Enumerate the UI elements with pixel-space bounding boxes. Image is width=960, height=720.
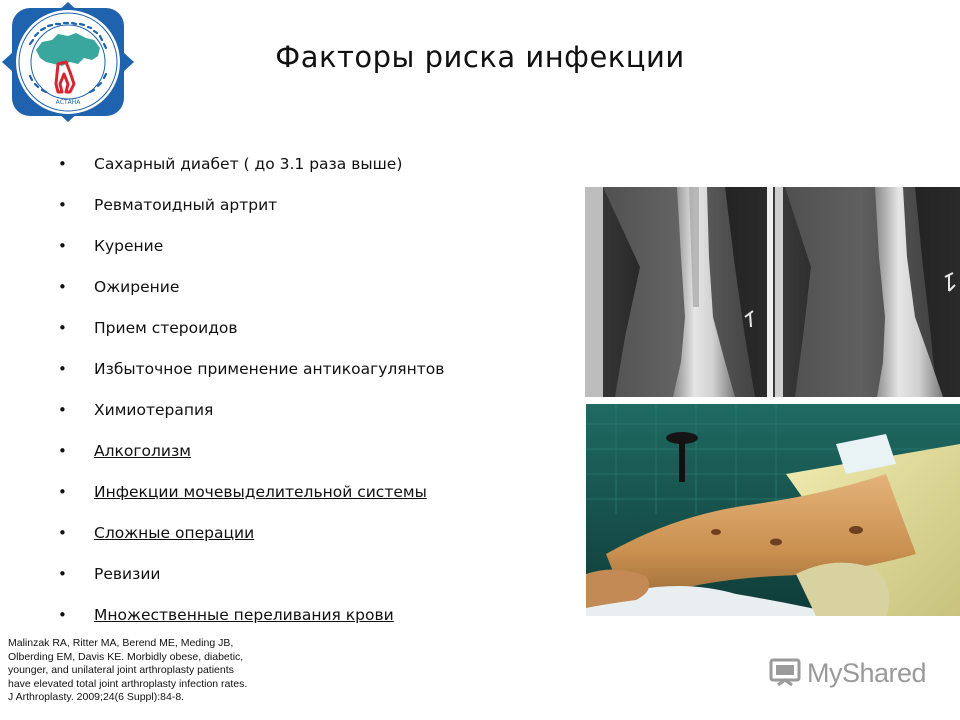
watermark xyxy=(768,655,938,691)
list-item-link[interactable] xyxy=(58,597,444,638)
list-item xyxy=(58,351,444,392)
reference-citation xyxy=(8,637,308,705)
list-item-link[interactable] xyxy=(58,433,444,474)
list-item xyxy=(58,228,444,269)
watermark-text: MyShared xyxy=(807,657,927,688)
list-item xyxy=(58,310,444,351)
reference-line: J Arthroplasty. 2009;24(6 Suppl):84-8. xyxy=(8,691,185,703)
list-item xyxy=(58,146,444,187)
list-item-text: Курение xyxy=(94,237,164,255)
list-item-text: Прием стероидов xyxy=(94,319,238,337)
list-item-text: Химиотерапия xyxy=(94,401,214,419)
list-item-link[interactable] xyxy=(58,474,444,515)
list-item-link[interactable] xyxy=(58,515,444,556)
list-item xyxy=(58,556,444,597)
list-item xyxy=(58,269,444,310)
list-item xyxy=(58,187,444,228)
risk-factor-list xyxy=(58,146,444,638)
xray-image xyxy=(585,187,960,397)
reference-line: younger, and unilateral joint arthroplasty patients xyxy=(8,664,234,676)
list-item-text: Ревматоидный артрит xyxy=(94,196,278,214)
presentation-icon xyxy=(768,655,804,691)
institute-logo xyxy=(0,0,136,124)
logo-text: АСТАНА xyxy=(55,99,81,106)
list-item-text[interactable]: Множественные переливания крови xyxy=(94,606,394,624)
list-item-text: Сахарный диабет ( до 3.1 раза выше) xyxy=(94,155,403,173)
list-item-text: Ожирение xyxy=(94,278,180,296)
list-item-text[interactable]: Сложные операции xyxy=(94,524,255,542)
reference-line: Olberding EM, Davis KE. Morbidly obese, diabetic, xyxy=(8,650,244,663)
list-item-text[interactable]: Инфекции мочевыделительной системы xyxy=(94,483,427,501)
slide-title: Факторы риска инфекции xyxy=(275,40,685,74)
list-item xyxy=(58,392,444,433)
list-item-text[interactable]: Алкоголизм xyxy=(94,442,191,460)
clinical-photo xyxy=(586,404,960,616)
reference-line: Malinzak RA, Ritter MA, Berend ME, Meding JB, xyxy=(8,637,234,649)
list-item-text: Избыточное применение антикоагулянтов xyxy=(94,360,445,378)
list-item-text: Ревизии xyxy=(94,565,161,583)
reference-line: have elevated total joint arthroplasty infection rates. xyxy=(8,677,248,690)
